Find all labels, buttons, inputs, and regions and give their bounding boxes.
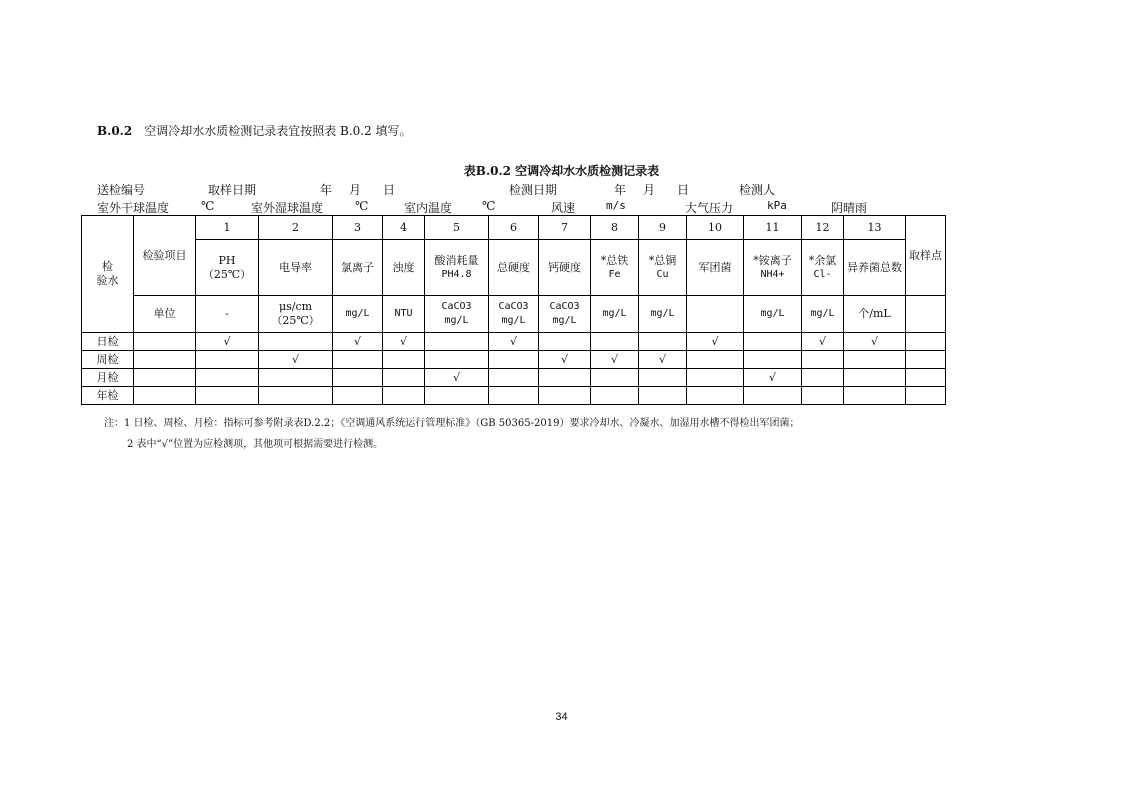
check-row-monthly bbox=[82, 369, 946, 387]
check-cell bbox=[539, 333, 591, 351]
unit-value: mg/L bbox=[591, 296, 639, 333]
col-number: 4 bbox=[383, 216, 425, 240]
unit-value: CaCO3 mg/L bbox=[539, 296, 591, 333]
info-wind-speed-unit: m/s bbox=[606, 199, 626, 212]
item-sub: Cu bbox=[656, 268, 669, 280]
check-cell bbox=[489, 387, 539, 405]
check-cell bbox=[333, 369, 383, 387]
unit-value: CaCO3 mg/L bbox=[425, 296, 489, 333]
unit-value: NTU bbox=[383, 296, 425, 333]
water-quality-table bbox=[81, 215, 946, 405]
unit-label: 单位 bbox=[134, 296, 196, 333]
item-cell bbox=[639, 240, 687, 296]
info-dry-bulb: 室外干球温度 bbox=[97, 201, 170, 215]
item-name: *总铁 bbox=[600, 253, 629, 267]
item-name: 酸消耗量 bbox=[434, 253, 479, 267]
unit-row bbox=[82, 296, 946, 333]
sample-point-label: 取样点 bbox=[909, 248, 942, 262]
unit-value: mg/L bbox=[333, 296, 383, 333]
check-cell: √ bbox=[687, 333, 744, 351]
check-cell: √ bbox=[333, 333, 383, 351]
col-number: 1 bbox=[196, 216, 259, 240]
check-cell: √ bbox=[744, 369, 802, 387]
check-cell bbox=[259, 387, 333, 405]
item-name: *铵离子 bbox=[753, 253, 792, 267]
item-sub: NH4+ bbox=[760, 268, 785, 280]
table-title: 表B.0.2 空调冷却水水质检测记录表 bbox=[463, 164, 660, 178]
item-label: 检验项目 bbox=[142, 248, 187, 262]
item-name: PH（25℃） bbox=[196, 240, 259, 296]
check-cell bbox=[489, 369, 539, 387]
header-item-row bbox=[82, 240, 946, 296]
item-name: 氯离子 bbox=[333, 240, 383, 296]
info-tester: 检测人 bbox=[739, 183, 776, 197]
check-cell bbox=[639, 369, 687, 387]
item-name: *余氯 bbox=[808, 253, 837, 267]
info-sample-day: 日 bbox=[383, 183, 396, 197]
item-name: 钙硬度 bbox=[539, 240, 591, 296]
info-send-no: 送检编号 bbox=[97, 183, 146, 197]
unit-sample-cell bbox=[906, 296, 946, 333]
item-name: 军团菌 bbox=[687, 240, 744, 296]
sample-cell bbox=[906, 333, 946, 351]
info-sample-month: 月 bbox=[349, 183, 362, 197]
col-number: 7 bbox=[539, 216, 591, 240]
check-cell bbox=[383, 387, 425, 405]
check-cell bbox=[591, 369, 639, 387]
check-cell: √ bbox=[259, 351, 333, 369]
check-cell bbox=[687, 351, 744, 369]
intro-text: 空调冷却水水质检测记录表宜按照表 B.0.2 填写。 bbox=[144, 124, 412, 138]
info-sample-date: 取样日期 bbox=[208, 183, 257, 197]
page-number: 34 bbox=[555, 711, 568, 723]
intro-line bbox=[97, 122, 412, 139]
check-cell bbox=[259, 369, 333, 387]
unit-value: μs/cm（25℃） bbox=[259, 296, 333, 333]
check-cell bbox=[425, 333, 489, 351]
item-name: 异养菌总数 bbox=[844, 240, 906, 296]
item-name: 总硬度 bbox=[489, 240, 539, 296]
info-wind-speed: 风速 bbox=[551, 201, 576, 215]
check-cell bbox=[383, 369, 425, 387]
col-number: 3 bbox=[333, 216, 383, 240]
col-number: 6 bbox=[489, 216, 539, 240]
empty-cell bbox=[134, 369, 196, 387]
col-number: 9 bbox=[639, 216, 687, 240]
check-cell bbox=[744, 351, 802, 369]
col-number: 12 bbox=[802, 216, 844, 240]
item-sub: Fe bbox=[608, 268, 621, 280]
check-cell: √ bbox=[196, 333, 259, 351]
info-test-day: 日 bbox=[677, 183, 690, 197]
check-cell bbox=[744, 387, 802, 405]
info-weather: 阴晴雨 bbox=[831, 201, 868, 215]
item-name: 电导率 bbox=[259, 240, 333, 296]
check-cell: √ bbox=[639, 351, 687, 369]
col-number: 5 bbox=[425, 216, 489, 240]
check-cell bbox=[333, 387, 383, 405]
check-cell bbox=[196, 351, 259, 369]
check-cell bbox=[333, 351, 383, 369]
check-cell bbox=[844, 351, 906, 369]
check-cell bbox=[489, 351, 539, 369]
empty-cell bbox=[134, 387, 196, 405]
check-cell bbox=[539, 369, 591, 387]
check-cell: √ bbox=[844, 333, 906, 351]
header-number-row bbox=[82, 216, 946, 240]
col-number: 11 bbox=[744, 216, 802, 240]
item-name: 浊度 bbox=[383, 240, 425, 296]
check-cell: √ bbox=[489, 333, 539, 351]
info-test-year: 年 bbox=[614, 183, 627, 197]
info-indoor-temp: 室内温度 bbox=[404, 201, 453, 215]
check-cell bbox=[196, 369, 259, 387]
row-name: 年检 bbox=[82, 387, 134, 405]
sample-cell bbox=[906, 369, 946, 387]
info-indoor-temp-unit: ℃ bbox=[482, 199, 496, 213]
info-test-month: 月 bbox=[643, 183, 656, 197]
check-cell bbox=[639, 387, 687, 405]
sample-cell bbox=[906, 351, 946, 369]
check-cell bbox=[539, 387, 591, 405]
item-cell bbox=[744, 240, 802, 296]
empty-cell bbox=[134, 351, 196, 369]
intro-section-number: B.0.2 bbox=[97, 124, 133, 138]
check-row-weekly bbox=[82, 351, 946, 369]
note-line-2: 2 表中“√”位置为应检测项，其他项可根据需要进行检测。 bbox=[127, 439, 384, 450]
check-cell: √ bbox=[802, 333, 844, 351]
check-row-daily bbox=[82, 333, 946, 351]
note-line-1: 注：1 日检、周检、月检：指标可参考附录表D.2.2；《空调通风系统运行管理标准》（GB 50365-2019）要求冷却水、冷凝水、加湿用水槽不得检出军团菌； bbox=[104, 418, 800, 429]
item-label-cell bbox=[134, 216, 196, 296]
check-cell bbox=[802, 351, 844, 369]
check-cell bbox=[425, 387, 489, 405]
item-cell bbox=[802, 240, 844, 296]
info-sample-year: 年 bbox=[320, 183, 333, 197]
col-number: 2 bbox=[259, 216, 333, 240]
item-cell bbox=[425, 240, 489, 296]
check-cell bbox=[687, 369, 744, 387]
info-pressure-unit: kPa bbox=[767, 199, 787, 212]
check-cell bbox=[802, 369, 844, 387]
info-dry-bulb-unit: ℃ bbox=[201, 199, 215, 213]
check-cell bbox=[196, 387, 259, 405]
col-number: 8 bbox=[591, 216, 639, 240]
info-test-date: 检测日期 bbox=[509, 183, 558, 197]
info-pressure: 大气压力 bbox=[685, 201, 734, 215]
empty-cell bbox=[134, 333, 196, 351]
item-sub: Cl- bbox=[813, 268, 832, 280]
check-cell bbox=[383, 351, 425, 369]
item-cell bbox=[591, 240, 639, 296]
check-cell bbox=[744, 333, 802, 351]
col-number: 13 bbox=[844, 216, 906, 240]
check-cell bbox=[844, 387, 906, 405]
unit-value: mg/L bbox=[639, 296, 687, 333]
info-wet-bulb-unit: ℃ bbox=[355, 199, 369, 213]
check-cell bbox=[687, 387, 744, 405]
row-label-cell bbox=[82, 216, 134, 333]
check-cell bbox=[591, 387, 639, 405]
check-cell bbox=[639, 333, 687, 351]
row-name: 周检 bbox=[82, 351, 134, 369]
col-number: 10 bbox=[687, 216, 744, 240]
unit-value: 个/mL bbox=[844, 296, 906, 333]
row-name: 月检 bbox=[82, 369, 134, 387]
unit-value bbox=[687, 296, 744, 333]
check-cell: √ bbox=[539, 351, 591, 369]
item-sub: PH4.8 bbox=[441, 268, 472, 280]
item-name: *总铜 bbox=[648, 253, 677, 267]
unit-value: mg/L bbox=[802, 296, 844, 333]
check-cell bbox=[591, 333, 639, 351]
row-name: 日检 bbox=[82, 333, 134, 351]
sample-point-cell bbox=[906, 216, 946, 296]
check-cell bbox=[259, 333, 333, 351]
unit-value: mg/L bbox=[744, 296, 802, 333]
check-cell bbox=[844, 369, 906, 387]
row-label: 检 验水 bbox=[96, 260, 119, 287]
unit-value: - bbox=[196, 296, 259, 333]
check-cell bbox=[802, 387, 844, 405]
check-row-yearly bbox=[82, 387, 946, 405]
info-wet-bulb: 室外湿球温度 bbox=[251, 201, 324, 215]
check-cell: √ bbox=[591, 351, 639, 369]
unit-value: CaCO3 mg/L bbox=[489, 296, 539, 333]
check-cell bbox=[425, 351, 489, 369]
sample-cell bbox=[906, 387, 946, 405]
check-cell: √ bbox=[383, 333, 425, 351]
check-cell: √ bbox=[425, 369, 489, 387]
